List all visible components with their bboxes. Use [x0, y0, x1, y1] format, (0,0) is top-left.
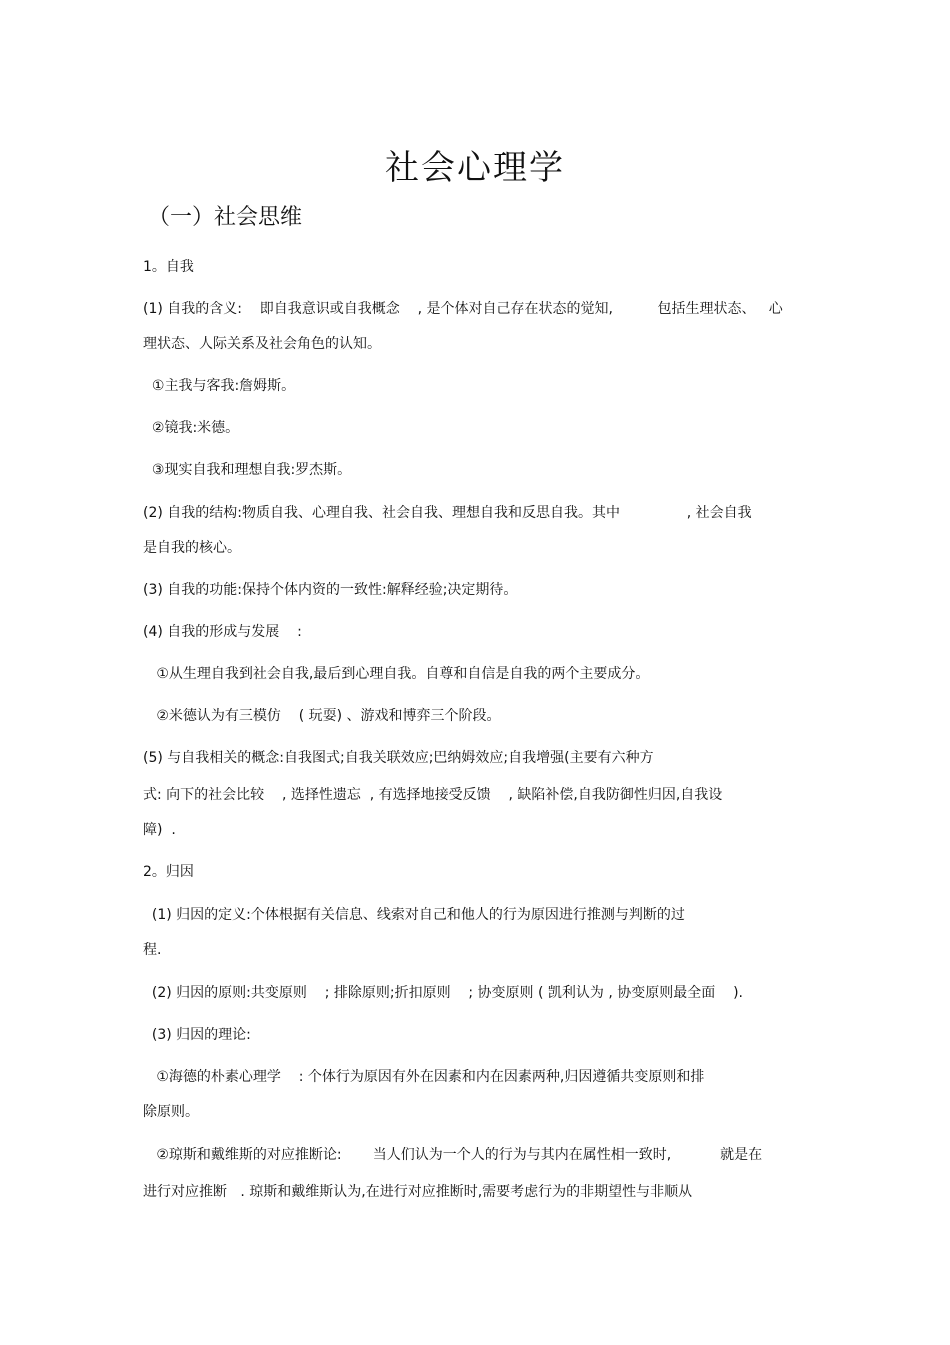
text-line: ①主我与客我:詹姆斯。: [143, 378, 296, 394]
text-line: (3) 自我的功能:保持个体内资的一致性:解释经验;决定期待。: [143, 582, 518, 598]
text-line: ②米德认为有三模仿 ( 玩耍) 、游戏和博弈三个阶段。: [143, 708, 501, 724]
text-line: (4) 自我的形成与发展 :: [143, 624, 302, 640]
text-line: (1) 自我的含义: 即自我意识或自我概念 , 是个体对自己存在状态的觉知, 包括生理状态、 心: [143, 301, 783, 317]
text-line: (2) 归因的原则:共变原则 ; 排除原则;折扣原则 ; 协变原则 ( 凯利认为 , 协变原则最全面 ).: [143, 985, 743, 1001]
text-line: 是自我的核心。: [143, 540, 241, 556]
text-line: ②镜我:米德。: [143, 420, 240, 436]
text-line: ①从生理自我到社会自我,最后到心理自我。自尊和自信是自我的两个主要成分。: [143, 666, 650, 682]
text-line: 程.: [143, 942, 162, 958]
text-line: ①海德的朴素心理学 : 个体行为原因有外在因素和内在因素两种,归因遵循共变原则和排: [143, 1069, 705, 1085]
text-line: (5) 与自我相关的概念:自我图式;自我关联效应;巴纳姆效应;自我增强(主要有六种方: [143, 750, 654, 766]
text-line: 理状态、人际关系及社会角色的认知。: [143, 336, 381, 352]
text-line: 2。归因: [143, 864, 194, 880]
section-heading: （一）社会思维: [148, 205, 303, 230]
text-line: 障) .: [143, 822, 176, 838]
page-title: 社会心理学: [385, 148, 565, 188]
text-line: 除原则。: [143, 1104, 199, 1120]
text-line: 1。自我: [143, 259, 194, 275]
text-line: ②琼斯和戴维斯的对应推断论: 当人们认为一个人的行为与其内在属性相一致时, 就是在: [143, 1147, 763, 1163]
text-line: (3) 归因的理论:: [143, 1027, 251, 1043]
text-line: (1) 归因的定义:个体根据有关信息、线索对自己和他人的行为原因进行推测与判断的过: [143, 907, 685, 923]
text-line: 进行对应推断 . 琼斯和戴维斯认为,在进行对应推断时,需要考虑行为的非期望性与非顺从: [143, 1184, 693, 1200]
text-line: (2) 自我的结构:物质自我、心理自我、社会自我、理想自我和反思自我。其中 , 社会自我: [143, 505, 752, 521]
text-line: 式: 向下的社会比较 , 选择性遗忘 , 有选择地接受反馈 , 缺陷补偿,自我防御性归因,自我设: [143, 787, 723, 803]
text-line: ③现实自我和理想自我:罗杰斯。: [143, 462, 352, 478]
